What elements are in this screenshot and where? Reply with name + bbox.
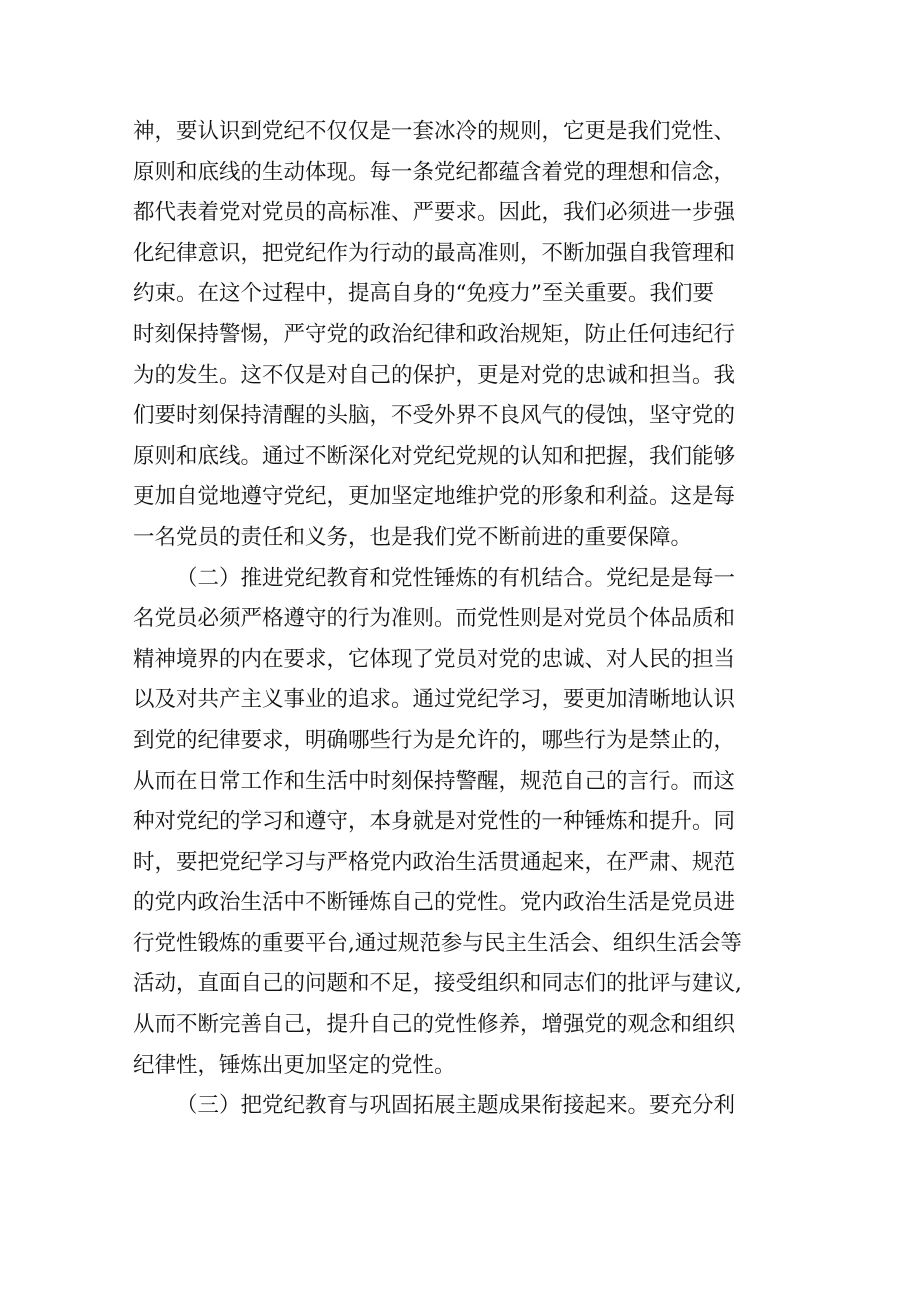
- text-line: 种对党纪的学习和遵守，本身就是对党性的一种锤炼和提升。同: [133, 809, 736, 835]
- text-line: 都代表着党对党员的高标准、严要求。因此，我们必须进一步强: [133, 200, 736, 226]
- text-line: 时刻保持警惕，严守党的政治纪律和政治规矩，防止任何违纪行: [133, 321, 736, 347]
- text-line: 到党的纪律要求，明确哪些行为是允许的，哪些行为是禁止的，: [133, 727, 736, 753]
- text-line: 更加自觉地遵守党纪，更加坚定地维护党的形象和利益。这是每: [133, 484, 736, 510]
- text-line: 活动，直面自己的问题和不足，接受组织和同志们的批评与建议,: [133, 971, 742, 997]
- text-line: 化纪律意识，把党纪作为行动的最高准则，不断加强自我管理和: [133, 240, 736, 266]
- section-heading-line: （三）把党纪教育与巩固拓展主题成果衔接起来。要充分利: [176, 1093, 736, 1119]
- text-line: 从而在日常工作和生活中时刻保持警醒，规范自己的言行。而这: [133, 768, 736, 794]
- text-line: 为的发生。这不仅是对自己的保护，更是对党的忠诚和担当。我: [133, 362, 736, 388]
- text-line: 行党性锻炼的重要平台,通过规范参与民主生活会、组织生活会等: [133, 930, 742, 956]
- body-text: [133, 112, 793, 1127]
- text-line: 纪律性，锤炼出更加坚定的党性。: [133, 1052, 456, 1078]
- text-line: 原则和底线的生动体现。每一条党纪都蕴含着党的理想和信念，: [133, 159, 736, 185]
- text-line: 们要时刻保持清醒的头脑，不受外界不良风气的侵蚀，坚守党的: [133, 403, 736, 429]
- text-line: 从而不断完善自己，提升自己的党性修养，增强党的观念和组织: [133, 1012, 736, 1038]
- text-line: 名党员必须严格遵守的行为准则。而党性则是对党员个体品质和: [133, 606, 736, 632]
- section-heading-line: （二）推进党纪教育和党性锤炼的有机结合。党纪是是每一: [176, 565, 736, 591]
- text-line: 精神境界的内在要求，它体现了党员对党的忠诚、对人民的担当: [133, 646, 736, 672]
- text-line: 的党内政治生活中不断锤炼自己的党性。党内政治生活是党员进: [133, 890, 736, 916]
- text-line: 一名党员的责任和义务，也是我们党不断前进的重要保障。: [133, 524, 693, 550]
- text-line: 神，要认识到党纪不仅仅是一套冰冷的规则，它更是我们党性、: [133, 119, 736, 144]
- text-line: 原则和底线。通过不断深化对党纪党规的认知和把握，我们能够: [133, 443, 736, 469]
- text-line: 约束。在这个过程中，提高自身的“免疫力”至关重要。我们要: [133, 281, 714, 307]
- text-line: 时，要把党纪学习与严格党内政治生活贯通起来，在严肃、规范: [133, 849, 736, 875]
- text-line: 以及对共产主义事业的追求。通过党纪学习，要更加清晰地认识: [133, 687, 736, 713]
